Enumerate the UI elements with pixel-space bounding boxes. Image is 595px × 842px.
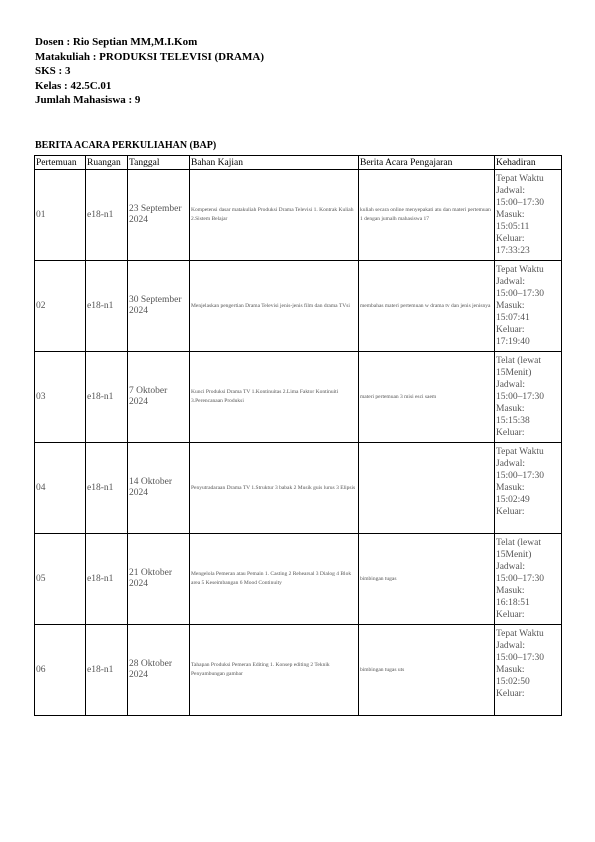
- kehadiran-line: 17:19:40: [496, 337, 530, 347]
- kehadiran-line: Tepat Waktu: [496, 174, 544, 184]
- kehadiran-line: Jadwal:: [496, 186, 526, 196]
- meeting-number: 04: [35, 443, 86, 534]
- room-cell: e18-n1: [86, 534, 128, 625]
- date-cell: 28 Oktober 2024: [128, 625, 190, 716]
- col-header-tanggal: Tanggal: [128, 156, 190, 170]
- bahan-kajian-cell: Kompetensi dasar matakuliah Produksi Drama Televisi 1. Kontrak Kuliah 2.Sistem Belajar: [190, 170, 359, 261]
- kehadiran-line: 15Menit): [496, 550, 532, 560]
- kehadiran-line: 15:00–17:30: [496, 471, 545, 481]
- table-row: [35, 170, 562, 261]
- date-cell: 30 September 2024: [128, 261, 190, 352]
- table-header-row: [35, 156, 562, 170]
- kehadiran-line: 15:00–17:30: [496, 574, 545, 584]
- room-cell: e18-n1: [86, 261, 128, 352]
- document-header: [35, 35, 264, 108]
- room-cell: e18-n1: [86, 170, 128, 261]
- kehadiran-line: Jadwal:: [496, 277, 526, 287]
- kehadiran-line: Tepat Waktu: [496, 629, 544, 639]
- sks-line: SKS : 3: [35, 65, 71, 77]
- kehadiran-lines: [496, 628, 560, 712]
- kehadiran-line: Keluar:: [496, 689, 525, 699]
- kehadiran-line: Tepat Waktu: [496, 447, 544, 457]
- col-header-berita-acara: Berita Acara Pengajaran: [359, 156, 495, 170]
- kehadiran-line: 15:15:38: [496, 416, 530, 426]
- room-cell: e18-n1: [86, 625, 128, 716]
- table-row: [35, 443, 562, 534]
- kehadiran-line: Keluar:: [496, 428, 525, 438]
- kehadiran-line: 15Menit): [496, 368, 532, 378]
- col-header-ruangan: Ruangan: [86, 156, 128, 170]
- kehadiran-cell: [495, 352, 562, 443]
- kehadiran-line: 15:00–17:30: [496, 198, 545, 208]
- kehadiran-line: 15:07:41: [496, 313, 530, 323]
- bahan-kajian-cell: Mengelola Pemeran atau Pemain 1. Casting 2 Rehearsal 3 Dialog 4 Blok area 5 Keseimbangan 6 Mood Continuity: [190, 534, 359, 625]
- kehadiran-line: Masuk:: [496, 665, 525, 675]
- meeting-number: 02: [35, 261, 86, 352]
- meeting-number: 03: [35, 352, 86, 443]
- kehadiran-cell: [495, 443, 562, 534]
- meeting-number: 01: [35, 170, 86, 261]
- kehadiran-lines: [496, 446, 560, 530]
- date-cell: 23 September 2024: [128, 170, 190, 261]
- bap-table: [34, 155, 562, 716]
- kehadiran-line: Keluar:: [496, 325, 525, 335]
- room-cell: e18-n1: [86, 443, 128, 534]
- kehadiran-cell: [495, 170, 562, 261]
- table-row: [35, 534, 562, 625]
- kehadiran-line: Masuk:: [496, 404, 525, 414]
- kehadiran-lines: [496, 537, 560, 621]
- kehadiran-lines: [496, 173, 560, 257]
- kehadiran-line: Masuk:: [496, 483, 525, 493]
- kehadiran-line: Jadwal:: [496, 562, 526, 572]
- kehadiran-line: 15:02:49: [496, 495, 530, 505]
- kehadiran-line: Jadwal:: [496, 641, 526, 651]
- berita-acara-cell: bimbingan tugas uts: [359, 625, 495, 716]
- jumlah-mahasiswa-line: Jumlah Mahasiswa : 9: [35, 94, 141, 106]
- kehadiran-line: 15:00–17:30: [496, 653, 545, 663]
- kehadiran-line: 15:05:11: [496, 222, 530, 232]
- kehadiran-line: Telat (lewat: [496, 538, 541, 548]
- kehadiran-lines: [496, 264, 560, 348]
- kehadiran-line: Telat (lewat: [496, 356, 541, 366]
- berita-acara-cell: materi pertemuan 3 misi esci saem: [359, 352, 495, 443]
- meeting-number: 05: [35, 534, 86, 625]
- kehadiran-line: Masuk:: [496, 586, 525, 596]
- kehadiran-line: 15:02:50: [496, 677, 530, 687]
- matakuliah-line: Matakuliah : PRODUKSI TELEVISI (DRAMA): [35, 50, 264, 63]
- kehadiran-line: 17:33:23: [496, 246, 530, 256]
- kehadiran-line: Keluar:: [496, 234, 525, 244]
- kehadiran-line: Masuk:: [496, 301, 525, 311]
- kehadiran-line: Keluar:: [496, 610, 525, 620]
- kehadiran-line: Jadwal:: [496, 380, 526, 390]
- section-title: BERITA ACARA PERKULIAHAN (BAP): [35, 140, 217, 151]
- table-row: [35, 261, 562, 352]
- berita-acara-cell: bimbingan tugas: [359, 534, 495, 625]
- kehadiran-line: Jadwal:: [496, 459, 526, 469]
- kehadiran-line: Masuk:: [496, 210, 525, 220]
- kehadiran-line: Keluar:: [496, 507, 525, 517]
- berita-acara-cell: [359, 443, 495, 534]
- kehadiran-line: Tepat Waktu: [496, 265, 544, 275]
- col-header-kehadiran: Kehadiran: [495, 156, 562, 170]
- date-cell: 21 Oktober 2024: [128, 534, 190, 625]
- bahan-kajian-cell: Menjelaskan pengertian Drama Televisi jenis-jenis film dan drama TVsi: [190, 261, 359, 352]
- dosen-line: Dosen : Rio Septian MM,M.I.Kom: [35, 36, 198, 48]
- kehadiran-cell: [495, 534, 562, 625]
- date-cell: 7 Oktober 2024: [128, 352, 190, 443]
- kehadiran-line: 15:00–17:30: [496, 392, 545, 402]
- table-row: [35, 625, 562, 716]
- table-row: [35, 352, 562, 443]
- meeting-number: 06: [35, 625, 86, 716]
- col-header-bahan-kajian: Bahan Kajian: [190, 156, 359, 170]
- bahan-kajian-cell: Kunci Produksi Drama TV 1.Kontinuitas 2.Lima Faktor Kontinuiti 3.Perencanaan Produksi: [190, 352, 359, 443]
- berita-acara-cell: kuliah secara online menyepakati atu dan materi pertemuan 1 dengan jumalh mahasiswa 17: [359, 170, 495, 261]
- berita-acara-cell: membahas materi pertemuan w drama tv dan jenis jenisnya: [359, 261, 495, 352]
- kehadiran-cell: [495, 261, 562, 352]
- kehadiran-line: 15:00–17:30: [496, 289, 545, 299]
- room-cell: e18-n1: [86, 352, 128, 443]
- kehadiran-lines: [496, 355, 560, 439]
- bahan-kajian-cell: Tahapan Produksi Pemeran Editing 1. Konsep editing 2 Teknik Penyambungan gambar: [190, 625, 359, 716]
- col-header-pertemuan: Pertemuan: [35, 156, 86, 170]
- date-cell: 14 Oktober 2024: [128, 443, 190, 534]
- table-body: [35, 170, 562, 716]
- kehadiran-line: 16:18:51: [496, 598, 530, 608]
- kelas-line: Kelas : 42.5C.01: [35, 79, 112, 92]
- kehadiran-cell: [495, 625, 562, 716]
- bahan-kajian-cell: Penyutradaraan Drama TV 1.Struktur 3 babak 2 Musik guis lurus 3 Elipsis: [190, 443, 359, 534]
